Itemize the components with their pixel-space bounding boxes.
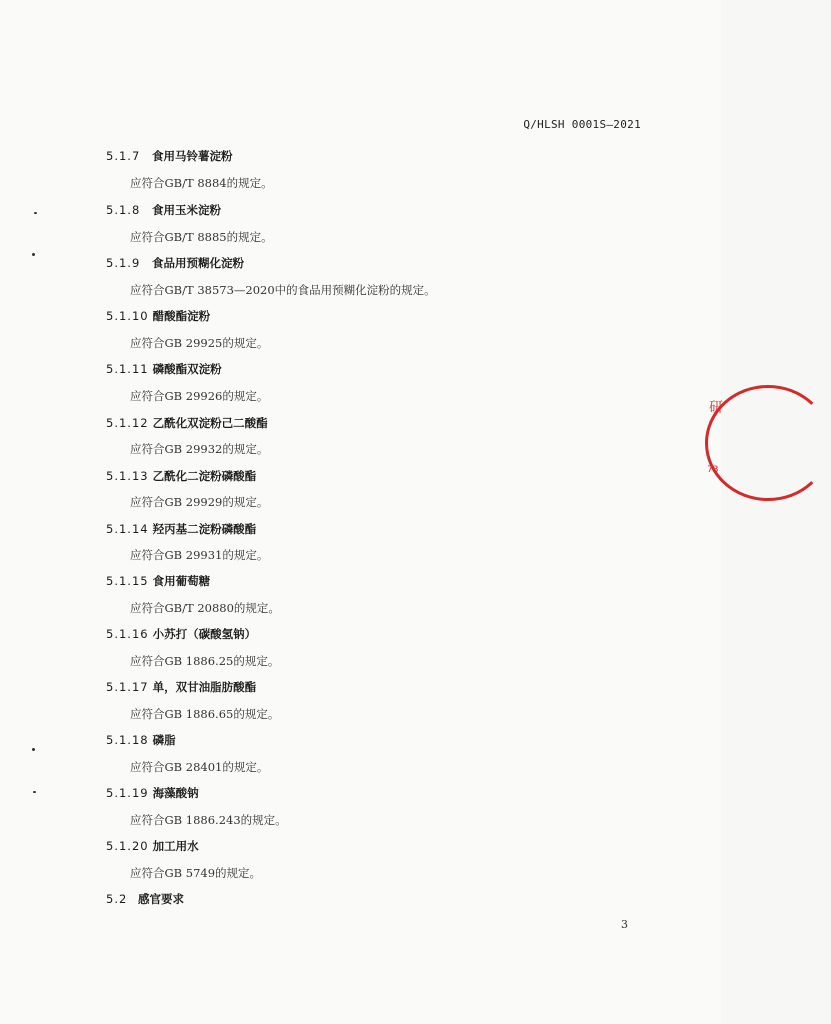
scan-speck: [32, 253, 35, 256]
clause-text: 应符合GB 29925的规定。: [130, 336, 269, 350]
clause-heading: [106, 148, 233, 164]
clause-heading: [106, 468, 256, 484]
clause-text: 应符合GB 29932的规定。: [130, 442, 269, 456]
clause-title: 单，双甘油脂肪酸酯: [152, 680, 257, 694]
clause-heading: [106, 626, 256, 642]
scan-speck: [32, 748, 35, 751]
seal-character: 研: [709, 400, 723, 416]
clause-title: 加工用水: [152, 839, 199, 853]
clause-text: 应符合GB 1886.25的规定。: [130, 654, 280, 668]
clause-title: 食用玉米淀粉: [152, 203, 222, 217]
official-seal-fragment: [701, 385, 721, 495]
clause-number: 5.1.7: [106, 149, 141, 163]
clause-title: 醋酸酯淀粉: [152, 309, 211, 323]
clause-number: 5.1.13: [106, 469, 149, 483]
scan-speck: [34, 212, 37, 214]
clause-number: 5.1.12: [106, 416, 149, 430]
clause-heading: [106, 679, 256, 695]
scan-speck: [33, 791, 36, 793]
clause-text: 应符合GB/T 20880的规定。: [130, 601, 280, 615]
clause-title: 小苏打（碳酸氢钠）: [152, 627, 257, 641]
clause-heading: [106, 732, 176, 748]
seal-number: 73: [707, 465, 719, 475]
clause-heading: [106, 255, 244, 271]
clause-text: 应符合GB/T 8885的规定。: [130, 230, 273, 244]
document-code: Q/HLSH 0001S—2021: [523, 118, 641, 131]
clause-heading: [106, 521, 256, 537]
clause-text: 应符合GB 1886.243的规定。: [130, 813, 287, 827]
clause-text: 应符合GB 29926的规定。: [130, 389, 269, 403]
clause-text: 应符合GB/T 38573—2020中的食品用预糊化淀粉的规定。: [130, 283, 436, 297]
clause-number: 5.1.16: [106, 627, 149, 641]
clause-title: 海藻酸钠: [152, 786, 199, 800]
clause-heading: [106, 202, 221, 218]
clause-title: 食品用预糊化淀粉: [152, 256, 245, 270]
clause-number: 5.1.10: [106, 309, 149, 323]
clause-text: 应符合GB/T 8884的规定。: [130, 176, 273, 190]
clause-heading: [106, 785, 199, 801]
clause-number: 5.1.14: [106, 522, 149, 536]
clause-title: 磷酸酯双淀粉: [152, 362, 222, 376]
clause-number: 5.1.20: [106, 839, 149, 853]
clause-title: 羟丙基二淀粉磷酸酯: [152, 522, 257, 536]
clause-heading: [106, 415, 268, 431]
section-heading: [106, 891, 184, 907]
clause-title: 食用葡萄糖: [152, 574, 211, 588]
section-number: 5.2: [106, 892, 128, 906]
section-title: 感官要求: [138, 892, 185, 906]
clause-text: 应符合GB 5749的规定。: [130, 866, 262, 880]
clause-heading: [106, 361, 222, 377]
clause-heading: [106, 573, 210, 589]
clause-title: 磷脂: [152, 733, 176, 747]
clause-title: 食用马铃薯淀粉: [152, 149, 233, 163]
clause-text: 应符合GB 28401的规定。: [130, 760, 269, 774]
clause-text: 应符合GB 29929的规定。: [130, 495, 269, 509]
clause-heading: [106, 308, 210, 324]
clause-title: 乙酰化二淀粉磷酸酯: [152, 469, 257, 483]
clause-number: 5.1.15: [106, 574, 149, 588]
clause-text: 应符合GB 1886.65的规定。: [130, 707, 280, 721]
clause-title: 乙酰化双淀粉己二酸酯: [152, 416, 268, 430]
page-number: 3: [621, 918, 628, 931]
clause-number: 5.1.19: [106, 786, 149, 800]
clause-text: 应符合GB 29931的规定。: [130, 548, 269, 562]
clause-number: 5.1.17: [106, 680, 149, 694]
clause-number: 5.1.8: [106, 203, 141, 217]
clause-number: 5.1.18: [106, 733, 149, 747]
clause-heading: [106, 838, 199, 854]
clause-number: 5.1.9: [106, 256, 141, 270]
seal-ring: [705, 385, 831, 501]
clause-number: 5.1.11: [106, 362, 149, 376]
